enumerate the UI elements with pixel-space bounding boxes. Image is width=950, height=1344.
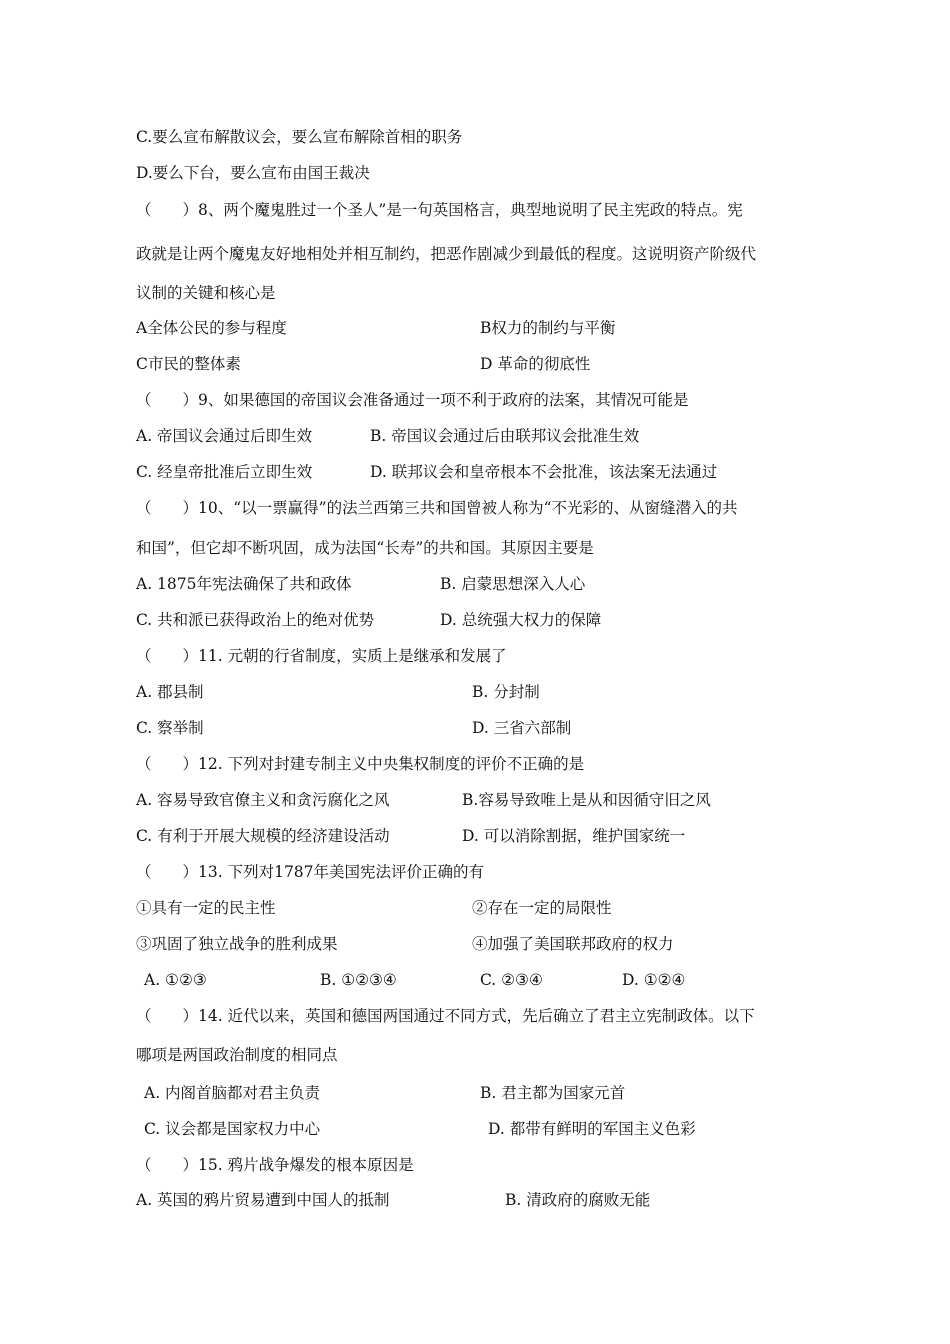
q13-item-4: ④加强了美国联邦政府的权力 <box>472 935 674 953</box>
q10-stem-line-1: （ ）10、“以一票赢得”的法兰西第三共和国曾被人称为“不光彩的、从窗缝潜入的共 <box>136 499 738 517</box>
q9-stem: （ ）9、如果德国的帝国议会准备通过一项不利于政府的法案，其情况可能是 <box>136 391 689 409</box>
q12-option-d: D. 可以消除割据，维护国家统一 <box>462 827 686 845</box>
q14-stem-line-1: （ ）14. 近代以来，英国和德国两国通过不同方式，先后确立了君主立宪制政体。以下 <box>136 1007 755 1025</box>
q10-option-a: A. 1875年宪法确保了共和政体 <box>136 575 352 593</box>
q8-option-d: D 革命的彻底性 <box>480 355 591 373</box>
q12-option-c: C. 有利于开展大规模的经济建设活动 <box>136 827 390 845</box>
q13-option-c: C. ②③④ <box>480 971 543 989</box>
q15-stem: （ ）15. 鸦片战争爆发的根本原因是 <box>136 1156 414 1174</box>
q9-option-a: A. 帝国议会通过后即生效 <box>136 427 313 445</box>
q8-stem-line-1: （ ）8、两个魔鬼胜过一个圣人”是一句英国格言，典型地说明了民主宪政的特点。宪 <box>136 201 743 219</box>
q14-stem-line-2: 哪项是两国政治制度的相同点 <box>136 1046 338 1064</box>
q8-option-b: B权力的制约与平衡 <box>480 319 616 337</box>
q7-option-d: D.要么下台，要么宣布由国王裁决 <box>136 164 370 182</box>
q7-option-c: C.要么宣布解散议会，要么宣布解除首相的职务 <box>136 128 463 146</box>
q12-option-b: B.容易导致唯上是从和因循守旧之风 <box>462 791 711 809</box>
q14-option-c: C. 议会都是国家权力中心 <box>144 1120 321 1138</box>
q10-option-c: C. 共和派已获得政治上的绝对优势 <box>136 611 375 629</box>
q11-option-b: B. 分封制 <box>472 683 540 701</box>
q13-option-d: D. ①②④ <box>622 971 686 989</box>
q12-option-a: A. 容易导致官僚主义和贪污腐化之风 <box>136 791 390 809</box>
q15-option-a: A. 英国的鸦片贸易遭到中国人的抵制 <box>136 1191 390 1209</box>
q13-stem: （ ）13. 下列对1787年美国宪法评价正确的有 <box>136 863 485 881</box>
q9-option-c: C. 经皇帝批准后立即生效 <box>136 463 313 481</box>
q13-item-2: ②存在一定的局限性 <box>472 899 612 917</box>
q14-option-b: B. 君主都为国家元首 <box>480 1084 626 1102</box>
q9-option-b: B. 帝国议会通过后由联邦议会批准生效 <box>370 427 640 445</box>
q14-option-d: D. 都带有鲜明的军国主义色彩 <box>488 1120 696 1138</box>
q10-stem-line-2: 和国”，但它却不断巩固，成为法国“长寿”的共和国。其原因主要是 <box>136 539 594 557</box>
q11-option-a: A. 郡县制 <box>136 683 204 701</box>
q15-option-b: B. 清政府的腐败无能 <box>505 1191 651 1209</box>
q13-option-a: A. ①②③ <box>144 971 207 989</box>
q8-stem-line-2: 政就是让两个魔鬼友好地相处并相互制约，把恶作剧减少到最低的程度。这说明资产阶级代 <box>136 245 757 263</box>
q13-option-b: B. ①②③④ <box>320 971 397 989</box>
q14-option-a: A. 内阁首脑都对君主负责 <box>144 1084 321 1102</box>
q8-option-c: C市民的整体素 <box>136 355 241 373</box>
q13-item-1: ①具有一定的民主性 <box>136 899 276 917</box>
q13-item-3: ③巩固了独立战争的胜利成果 <box>136 935 338 953</box>
q10-option-b: B. 启蒙思想深入人心 <box>440 575 586 593</box>
q8-option-a: A全体公民的参与程度 <box>136 319 287 337</box>
q12-stem: （ ）12. 下列对封建专制主义中央集权制度的评价不正确的是 <box>136 755 585 773</box>
q11-option-c: C. 察举制 <box>136 719 204 737</box>
q8-stem-line-3: 议制的关键和核心是 <box>136 284 276 302</box>
q9-option-d: D. 联邦议会和皇帝根本不会批准，该法案无法通过 <box>370 463 718 481</box>
q10-option-d: D. 总统强大权力的保障 <box>440 611 602 629</box>
q11-stem: （ ）11. 元朝的行省制度，实质上是继承和发展了 <box>136 647 507 665</box>
q11-option-d: D. 三省六部制 <box>472 719 572 737</box>
